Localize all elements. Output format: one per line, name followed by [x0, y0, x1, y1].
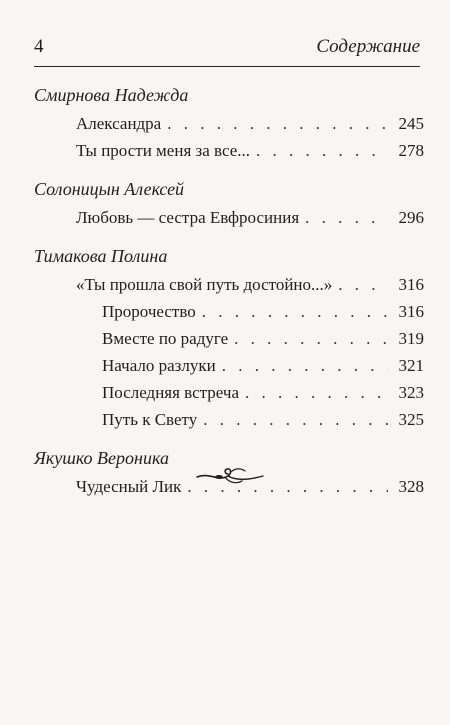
dot-leader	[245, 379, 388, 406]
toc-entry[interactable]	[34, 379, 424, 406]
dot-leader	[203, 406, 388, 433]
dot-leader	[305, 204, 388, 231]
dot-leader	[202, 298, 388, 325]
toc-entry[interactable]	[34, 110, 424, 137]
toc-entry-page: 328	[398, 477, 424, 496]
toc-entry-page: 296	[398, 208, 424, 227]
toc-entry-title: Пророчество	[102, 302, 196, 321]
toc-entry-page: 325	[398, 410, 424, 429]
toc-entry-page: 278	[398, 141, 424, 160]
toc-entry-page: 316	[398, 275, 424, 294]
toc-author: Тимакова Полина	[34, 246, 168, 266]
toc-entry[interactable]	[34, 137, 424, 164]
toc-entry-title: Чудесный Лик	[76, 477, 182, 496]
toc-author: Солоницын Алексей	[34, 179, 185, 199]
toc-author: Смирнова Надежда	[34, 85, 189, 105]
toc-entry-title: Вместе по радуге	[102, 329, 229, 348]
table-of-contents	[34, 76, 424, 500]
dot-leader	[167, 110, 388, 137]
page-number: 4	[34, 36, 44, 57]
dot-leader	[256, 137, 388, 164]
toc-entry[interactable]	[34, 325, 424, 352]
toc-entry-title: «Ты прошла свой путь достойно...»	[76, 275, 333, 294]
toc-entry-title: Александра	[76, 114, 162, 133]
flourish-ornament-icon	[195, 462, 265, 490]
toc-entry-title: Начало разлуки	[102, 356, 216, 375]
toc-entry-title: Любовь — сестра Евфросиния	[76, 208, 300, 227]
toc-entry-page: 316	[398, 302, 424, 321]
header-rule	[34, 66, 420, 67]
toc-entry-title: Ты прости меня за все...	[76, 141, 251, 160]
toc-entry[interactable]	[34, 204, 424, 231]
page-header	[34, 36, 420, 64]
toc-entry-page: 319	[398, 329, 424, 348]
toc-author: Якушко Вероника	[34, 448, 169, 468]
toc-entry-title: Последняя встреча	[102, 383, 240, 402]
toc-entry-page: 323	[398, 383, 424, 402]
dot-leader	[222, 352, 388, 379]
toc-entry[interactable]	[34, 406, 424, 433]
toc-entry[interactable]	[34, 298, 424, 325]
toc-entry-page: 321	[398, 356, 424, 375]
running-title: Содержание	[316, 36, 420, 57]
dot-leader	[338, 271, 388, 298]
dot-leader	[234, 325, 388, 352]
toc-entry-page: 245	[398, 114, 424, 133]
toc-entry[interactable]	[34, 271, 424, 298]
toc-entry-title: Путь к Свету	[102, 410, 198, 429]
toc-entry[interactable]	[34, 352, 424, 379]
